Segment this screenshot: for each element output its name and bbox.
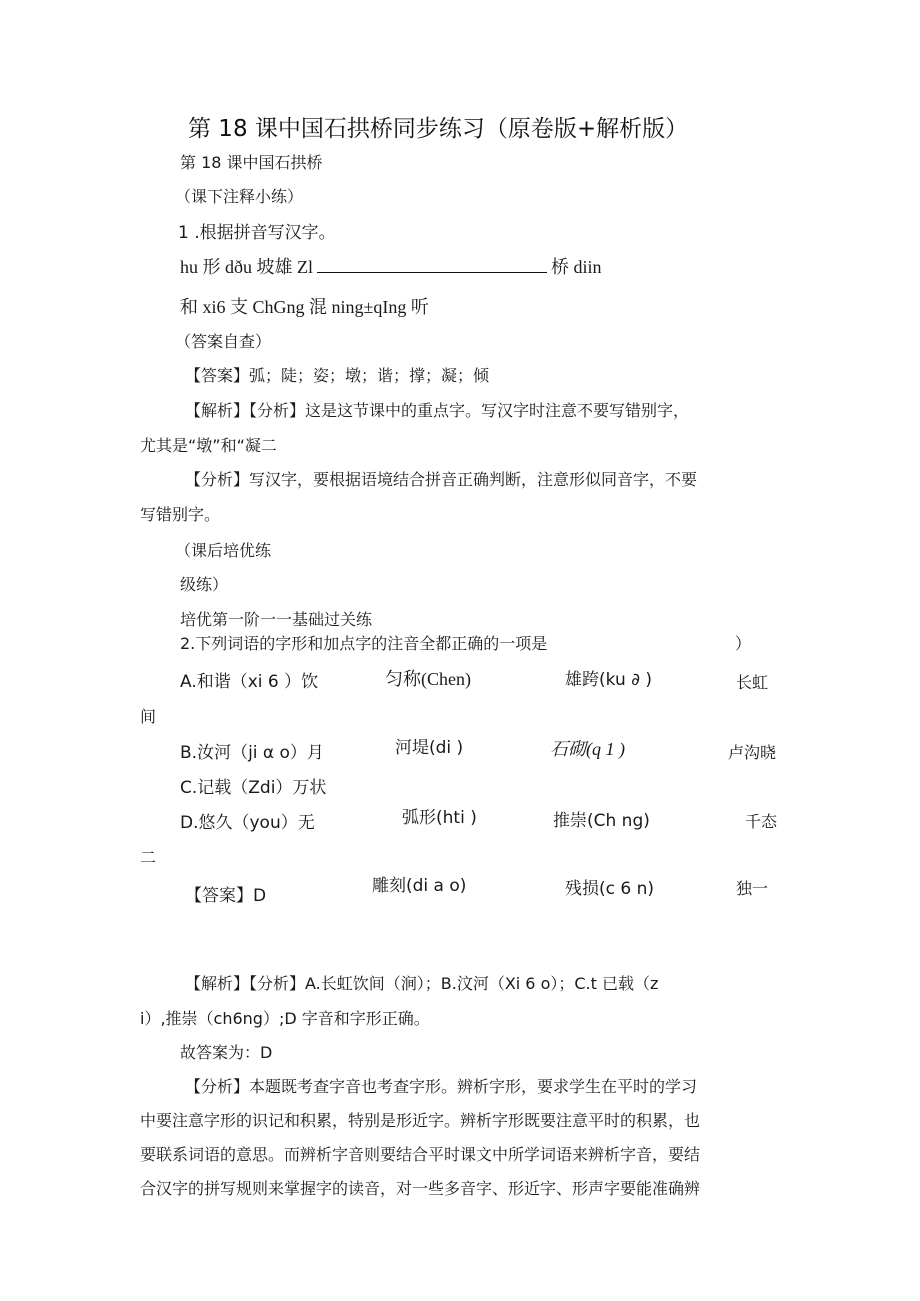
q1-analysis-line1: 【解析】【分析】这是这节课中的重点字。写汉字时注意不要写错别字， xyxy=(185,401,690,420)
option-d-word4: 千态 xyxy=(745,812,778,831)
page-title: 第 18 课中国石拱桥同步练习（原卷版+解析版） xyxy=(188,116,689,142)
option-a: A.和谐（xi 6 ）饮 xyxy=(180,672,319,692)
q2-paren: ） xyxy=(735,634,752,653)
q1-pinyin-line1 xyxy=(180,253,602,279)
q1-analysis-line2: 尤其是“墩”和“凝二 xyxy=(140,436,277,455)
q1-analysis-line3: 【分析】写汉字，要根据语境结合拼音正确判断，注意形似同音字，不要 xyxy=(185,470,698,489)
q1-pinyin-right: 桥 diin xyxy=(551,257,602,277)
q1-answer: 【答案】弧；陡；姿；墩；谐；撑；凝；倾 xyxy=(185,366,490,385)
section-heading-notes: （课下注释小练） xyxy=(175,187,304,206)
option-a-word4: 长虹 xyxy=(736,673,769,692)
option-b: B.汝河（ji α o）月 xyxy=(180,743,324,763)
tier-heading: 培优第一阶一一基础过关练 xyxy=(180,610,373,629)
extra-word2: 雕刻(di a o) xyxy=(372,876,467,896)
option-c: C.记载（Zdi）万状 xyxy=(180,778,327,798)
option-d-word3: 推崇(Ch ng) xyxy=(553,811,650,831)
q2-note-line4: 合汉字的拼写规则来掌握字的读音，对一些多音字、形近字、形声字要能准确辨 xyxy=(140,1179,701,1198)
q2-analysis-line2: i）,推崇（ch6ng）;D 字音和字形正确。 xyxy=(140,1009,430,1028)
option-d: D.悠久（you）无 xyxy=(180,813,315,833)
self-check-label: （答案自查） xyxy=(175,332,272,351)
q2-final-answer: 故答案为：D xyxy=(180,1043,273,1062)
extra-word3: 残损(c 6 n) xyxy=(565,879,655,899)
option-a-word2: 匀称(Chen) xyxy=(385,669,471,689)
q2-answer: 【答案】D xyxy=(185,886,267,906)
option-d-wrap: 二 xyxy=(140,848,157,867)
q1-prompt: 1 .根据拼音写汉字。 xyxy=(178,223,336,243)
section-heading-after-class: （课后培优练 xyxy=(175,541,272,560)
q2-note-line3: 要联系词语的意思。而辨析字音则要结合平时课文中所学词语来辨析字音，要结 xyxy=(140,1145,701,1164)
option-d-word2: 弧形(hti ) xyxy=(402,808,477,828)
option-b-word4: 卢沟晓 xyxy=(728,743,777,762)
option-b-word3: 石砌(q 1 ) xyxy=(550,739,625,759)
extra-word4: 独一 xyxy=(736,879,769,898)
q2-analysis-line1: 【解析】【分析】A.长虹饮间（涧）；B.汶河（Xi 6 o）；C.t 已载（z xyxy=(185,974,659,993)
lesson-heading: 第 18 课中国石拱桥 xyxy=(180,153,323,172)
q2-note-line2: 中要注意字形的识记和积累，特别是形近字。辨析字形既要注意平时的积累，也 xyxy=(140,1111,701,1130)
q1-analysis-line4: 写错别字。 xyxy=(140,505,221,524)
option-a-wrap: 间 xyxy=(140,707,157,726)
option-a-word3: 雄跨(ku ∂ ) xyxy=(565,670,652,690)
q1-pinyin-line2: 和 xi6 支 ChGng 混 ning±qIng 听 xyxy=(180,297,429,317)
q1-pinyin-left: hu 形 dðu 坡雄 Zl xyxy=(180,257,313,277)
option-b-word2: 河堤(di ) xyxy=(395,738,464,758)
section-heading-level: 级练） xyxy=(180,575,229,594)
q2-prompt: 2.下列词语的字形和加点字的注音全都正确的一项是 xyxy=(180,634,548,653)
q2-note-line1: 【分析】本题既考查字音也考查字形。辨析字形，要求学生在平时的学习 xyxy=(185,1077,698,1096)
answer-blank xyxy=(317,254,547,273)
